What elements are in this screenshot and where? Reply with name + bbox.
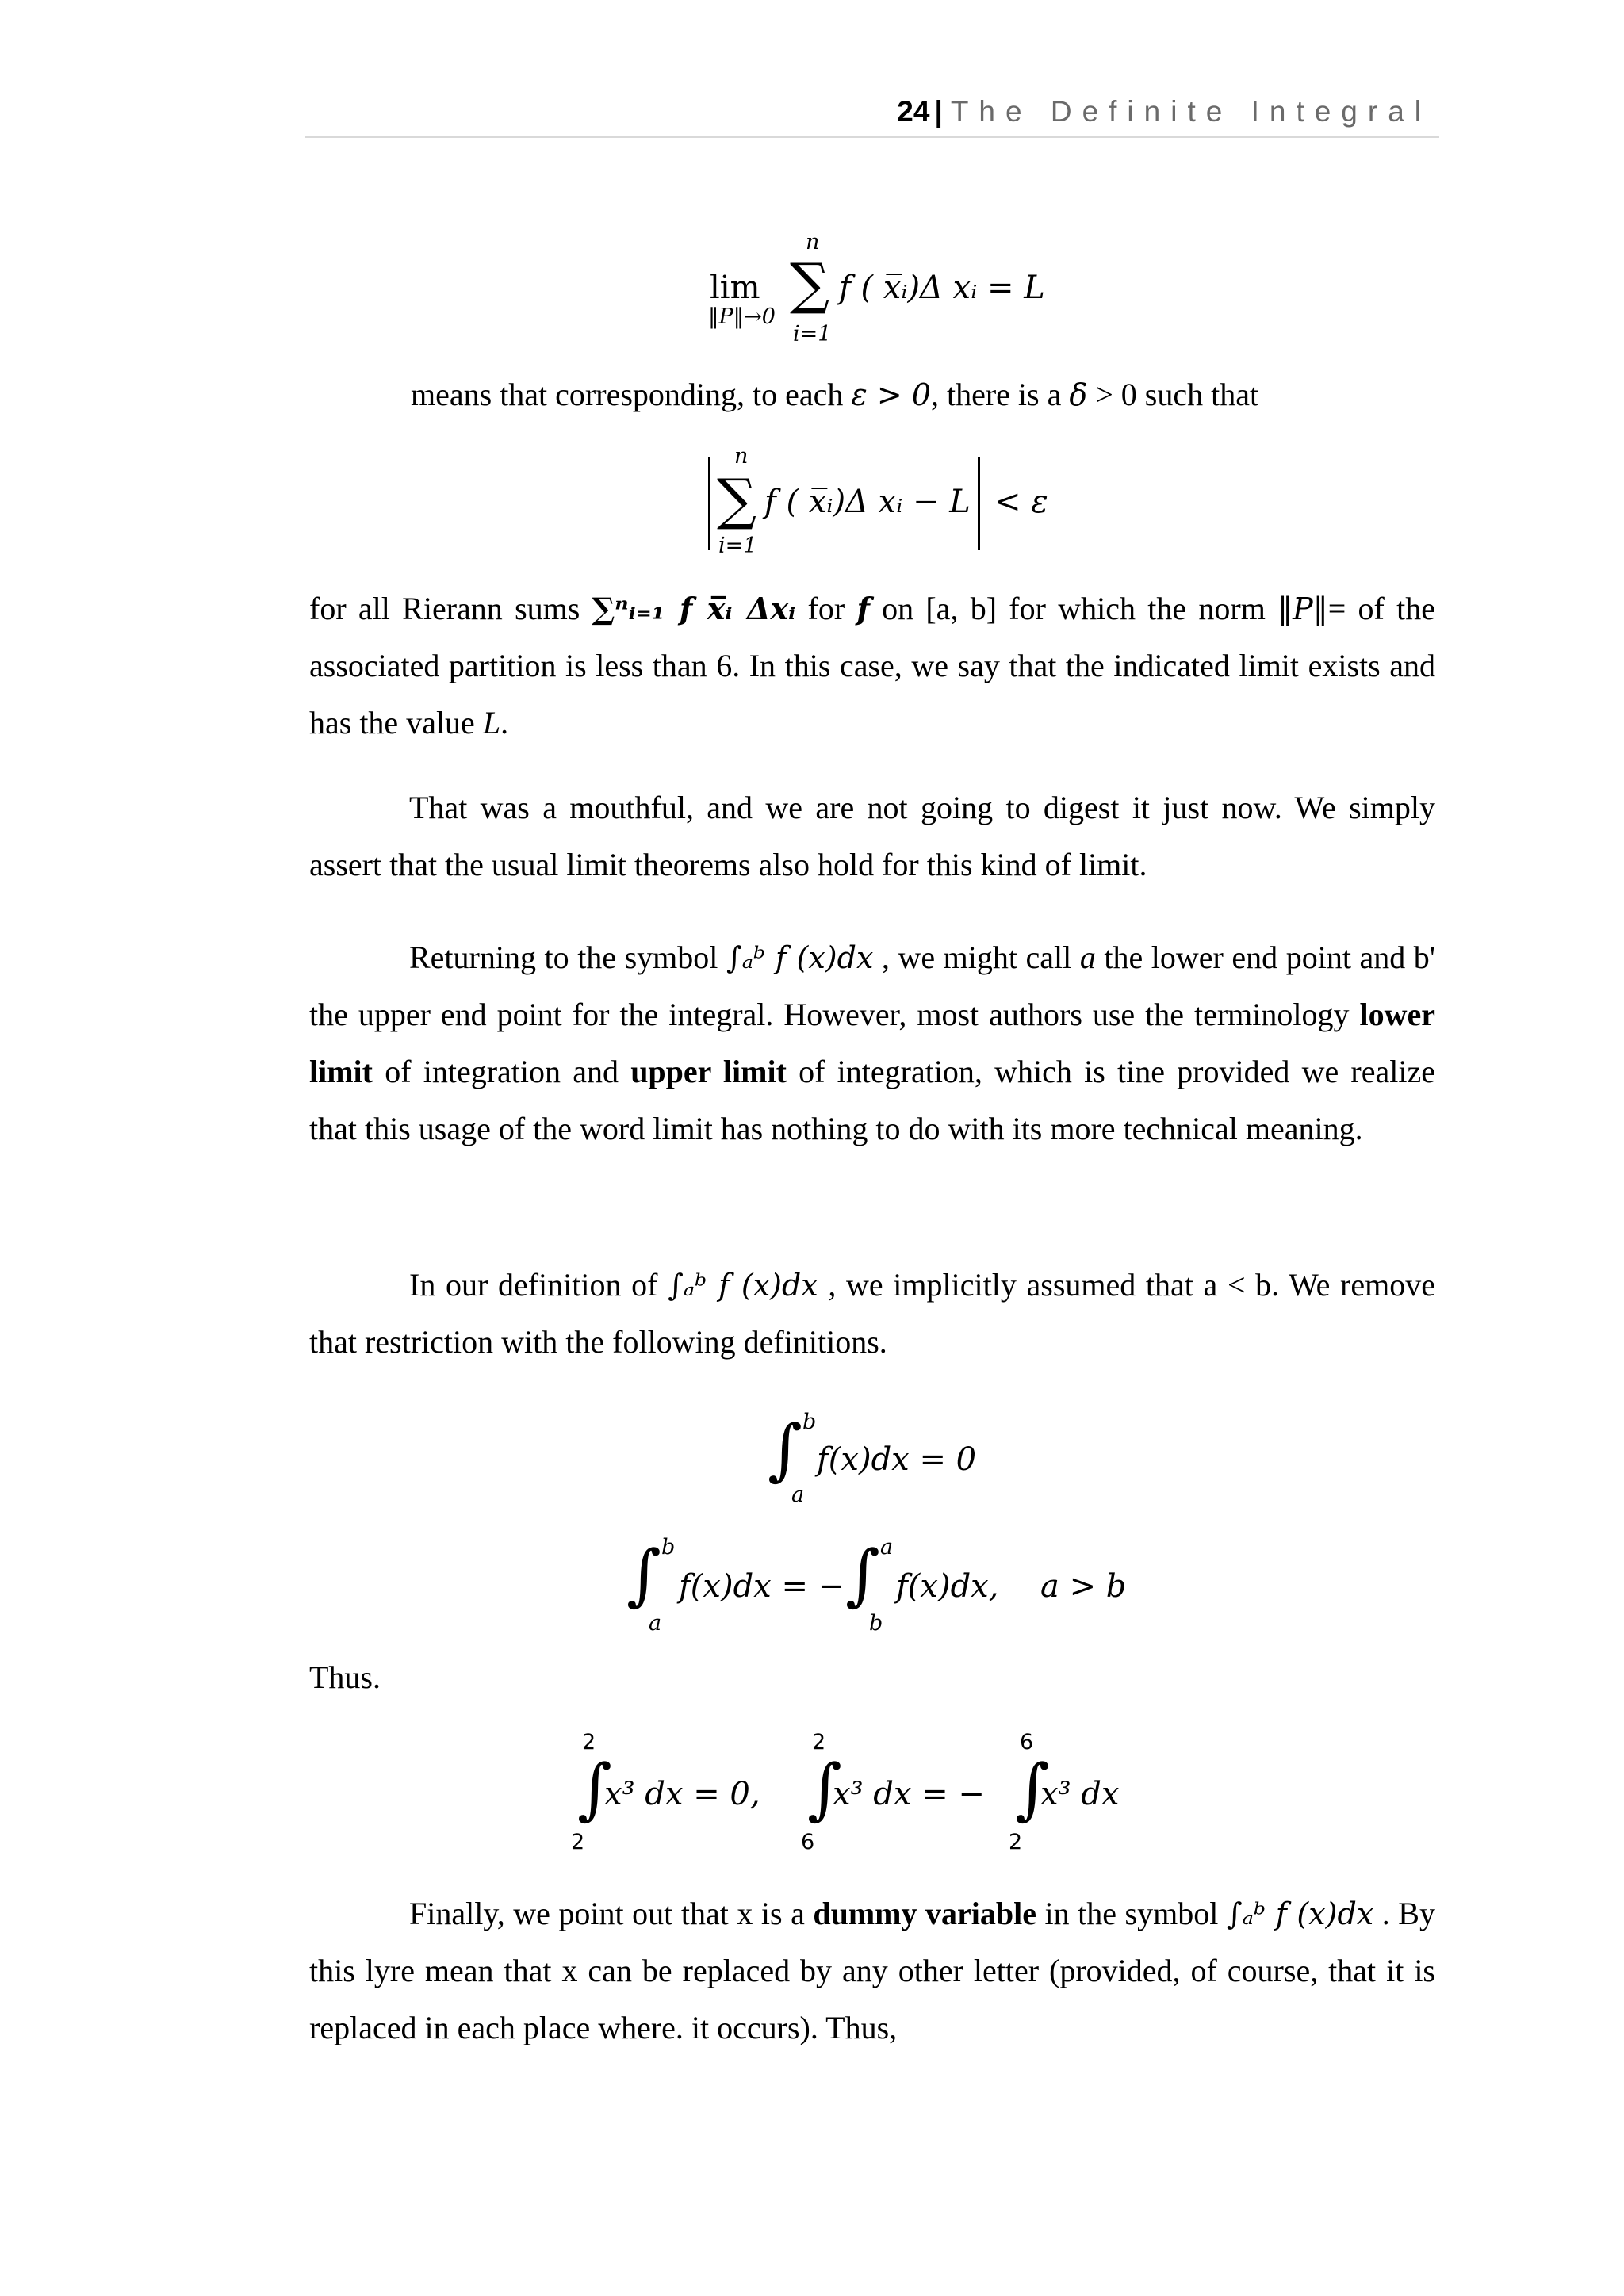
epsilon-inequality: ε > 0 (851, 377, 931, 412)
paragraph-dummy-variable (309, 1885, 1435, 2057)
text-run: means that corresponding, to each (411, 377, 852, 412)
text-run: . By this lyre mean that x can be replaced by any other letter (provided, of course, that it is replaced in each place where. it occurs). Thus, (309, 1896, 1435, 2045)
delta-symbol: δ (1069, 377, 1088, 412)
text-run: of integration, which is tine provided we realize that this usage of the word limit has nothing to do with its more technical meaning. (309, 1054, 1435, 1146)
integral-body-right: f(x)dx, (896, 1568, 999, 1605)
integral-body-second: x³ dx = − (833, 1776, 985, 1812)
integral-upper-limit: b (661, 1535, 676, 1559)
text-run: the lower end point and b' the upper end point for the integral. However, most authors use the terminology (309, 939, 1435, 1032)
chapter-title: The Definite Integral (950, 95, 1431, 128)
function-f: f (856, 591, 870, 626)
less-than-epsilon: < ε (994, 484, 1048, 520)
paragraph-riemann-sums (309, 580, 1435, 752)
integral-upper-limit: 6 (1020, 1730, 1034, 1755)
integral-zero-body: f(x)dx = 0 (817, 1441, 977, 1478)
integral-sign: ∫ (768, 1410, 802, 1488)
text-run: for all Rierann sums (309, 591, 592, 626)
text-run: , we might call (873, 939, 1080, 975)
integral-sign: ∫ (577, 1750, 612, 1827)
text-run: Returning to the symbol (409, 939, 726, 975)
integral-sign: ∫ (626, 1536, 661, 1613)
integral-lower-limit: 6 (801, 1830, 815, 1854)
riemann-sum-body: f ( x̅ᵢ)Δ xᵢ = L (839, 270, 1045, 306)
sigma-symbol: ∑ (790, 251, 829, 316)
limit-value-L: L (482, 705, 501, 740)
paragraph-epsilon-delta (411, 366, 1442, 423)
text-run: That was a mouthful, and we are not going to digest it just now. We simply assert that the usual limit theorems also hold for this kind of limit. (309, 790, 1435, 882)
text-run: , there is a (930, 377, 1070, 412)
page-number: 24 (897, 95, 930, 128)
text-run: in the symbol (1036, 1896, 1227, 1931)
term-upper-limit: upper limit (630, 1054, 787, 1089)
integral-sign: ∫ (1015, 1750, 1050, 1827)
text-run: Finally, we point out that x is a (409, 1896, 814, 1931)
integral-sign: ∫ (807, 1750, 842, 1827)
text-run: Thus. (309, 1659, 381, 1695)
integral-lower-limit: a (791, 1483, 805, 1507)
paragraph-mouthful (309, 779, 1435, 894)
text-run: = of the associated partition is less than 6. In this case, we say that the indicated limit exists and has the value (309, 591, 1436, 740)
integral-body-third: x³ dx (1040, 1776, 1120, 1812)
term-lower-limit: lower limit (309, 997, 1435, 1089)
sum-upper-index: n (806, 230, 820, 254)
integral-upper-limit: 2 (812, 1730, 826, 1755)
paragraph-restriction (309, 1257, 1435, 1371)
riemann-sum-inline: ∑ⁿᵢ₌₁ f x̅ᵢ Δxᵢ (592, 591, 796, 626)
text-run: , we implicitly assumed that a < b. We remove that restriction with the following definitions. (309, 1267, 1435, 1360)
integral-upper-limit: a (880, 1535, 894, 1559)
absolute-bar-left (708, 457, 710, 550)
text-run: for (795, 591, 857, 626)
integral-lower-limit: 2 (571, 1830, 585, 1854)
paragraph-limits-of-integration (309, 929, 1435, 1158)
header-separator: | (934, 95, 943, 128)
sum-upper-index: n (734, 444, 749, 469)
norm-symbol: ‖P‖ (1277, 591, 1328, 626)
integral-sign: ∫ (845, 1536, 880, 1613)
lim-operator: lim (710, 270, 760, 306)
integral-body-left: f(x)dx = − (679, 1568, 845, 1605)
difference-body: f ( x̅ᵢ)Δ xᵢ − L (764, 484, 971, 520)
sigma-symbol: ∑ (717, 467, 756, 532)
integral-symbol-inline: ∫ₐᵇ f (x)dx (1226, 1896, 1374, 1931)
text-run: . (500, 705, 509, 740)
page-header (305, 94, 1439, 138)
integral-lower-limit: a (649, 1611, 662, 1636)
integral-symbol-inline: ∫ₐᵇ f (x)dx (726, 940, 874, 975)
variable-a: a (1079, 939, 1096, 975)
absolute-bar-right (978, 457, 980, 550)
integral-lower-limit: b (869, 1611, 883, 1636)
condition-a-greater-b: a > b (1040, 1568, 1127, 1605)
integral-upper-limit: 2 (582, 1730, 596, 1755)
term-dummy-variable: dummy variable (813, 1896, 1036, 1931)
text-run: on [a, b] for which the norm (869, 591, 1278, 626)
integral-lower-limit: 2 (1009, 1830, 1023, 1854)
sum-lower-index: i=1 (718, 534, 757, 558)
text-run: > 0 such that (1087, 377, 1259, 412)
integral-symbol-inline: ∫ₐᵇ f (x)dx (668, 1268, 818, 1303)
header-line (897, 94, 1431, 130)
text-run: In our definition of (409, 1267, 668, 1303)
sum-lower-index: i=1 (793, 322, 832, 346)
integral-upper-limit: b (802, 1410, 817, 1434)
integral-body-first: x³ dx = 0, (604, 1776, 760, 1812)
text-run: of integration and (372, 1054, 631, 1089)
paragraph-thus (309, 1649, 1435, 1706)
lim-subscript: ‖P‖→0 (708, 304, 776, 329)
